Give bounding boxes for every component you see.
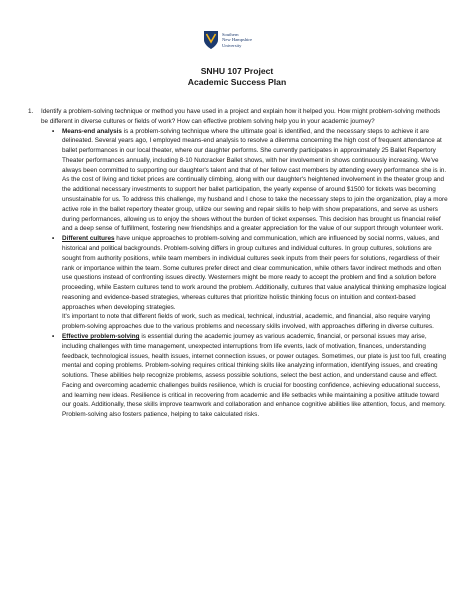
- point-term: Means-end analysis: [62, 127, 122, 135]
- university-logo: [203, 30, 252, 50]
- logo-line-1: Southern: [222, 32, 239, 38]
- answer-point: [62, 234, 448, 332]
- logo-wordmark: [222, 32, 252, 48]
- point-term: Different cultures: [62, 235, 115, 243]
- answer-list: [28, 127, 448, 420]
- question-text: Identify a problem-solving technique or method you have used in a project and explain how it helped you. How might problem-solving methods be different in diverse cultures or fields of work? How can effective problem solving help you in your academic journey?: [41, 108, 441, 125]
- question-item: [28, 107, 448, 127]
- point-text: is a problem-solving technique where the ultimate goal is identified, and the necessary steps to achieve it are delineated. Several years ago, I employed means-end analysis to resolve a dilemma concerning the high cost of frequent attendance at ballet performances in our local theater, where our daughter performs. She currently participates in approximately 25 Ballet Repertory Theater performances annually, including 8-10 Nutcracker Ballet shows, with her involvement in shows continuously increasing. We've always been committed to supporting our daughter's talent and that of her fellow cast members by attending every performance she is in. As the cost of living and ticket prices are continually climbing, along with our daughter's heightened involvement in the theater group and the additional necessary investments to support her ballet participation, the yearly expense of around $1500 for tickets was becoming unsustainable for us. To address this challenge, my husband and I chose to take the necessary steps to join the organization, play a more active role in the ballet repertory theater group, utilize our sewing and repair skills to help with show preparations, and serve as ushers during performances, allowing us to enjoy the shows without the burden of ticket expenses. This decision has brought us financial relief and a deep sense of fulfillment, fostering new friendships and a greater appreciation for the value of our support through volunteer work.: [62, 127, 448, 233]
- logo-line-3: University: [222, 42, 242, 48]
- point-text: have unique approaches to problem-solving and communication, which are influenced by social norms, values, and historical and political backgrounds. Problem-solving differs in group cultures and individual cultures. In group cultures, solutions are sought from authority positions, while team members in individual cultures seek inputs from their peers for solutions, regardless of their rank or importance within the team. Some cultures prefer direct and clear communication, while others favor indirect methods and often use questions instead of confronting issues directly. Westerners might be more ready to accept the problem and find a solution before proceeding, while Eastern cultures tend to work around the problem. Additionally, cultures that value analytical thinking emphasize logical reasoning and evidence-based strategies, whereas cultures that prioritize holistic thinking focus on intuition and context-based approaches when developing strategies.: [62, 235, 447, 311]
- document-body: [28, 107, 448, 420]
- point-extra-paragraph: It's important to note that different fields of work, such as medical, technical, industrial, academic, and financial, also require varying problem-solving approaches due to the various problems and necessary skills involved, with approaches differing in diverse cultures.: [62, 313, 434, 331]
- document-title: SNHU 107 Project: [200, 66, 274, 76]
- document-subtitle: Academic Success Plan: [187, 77, 287, 87]
- question-number: 1.: [28, 108, 34, 115]
- logo-line-2: New Hampshire: [222, 37, 252, 43]
- answer-point: [62, 127, 448, 235]
- point-text: is essential during the academic journey as various academic, financial, or personal issues may arise, including challenges with time management, unexpected interruptions from life events, lack of motivation, finances, understanding feedback, technological issues, health issues, internet connection issues, or power outages. Sometimes, our plate is just too full, creating mental and coping problems. Problem-solving requires critical thinking skills like analyzing information, identifying issues, and creating solutions. These abilities help recognize problems, assess possible solutions, select the best action, and understand cause and effect. Facing and overcoming academic challenges builds resilience, which is crucial for boosting confidence, achieving educational success, and learning new ideas. Resilience is critical in recovering from academic and life setbacks while maintaining a positive attitude toward our goals. Additionally, these skills improve teamwork and collaboration and enhance cognitive abilities like attention, focus, and memory. Problem-solving also fosters patience, helping to take calculated risks.: [62, 332, 447, 419]
- answer-point: [62, 332, 448, 420]
- title-block: [0, 66, 474, 88]
- point-term: Effective problem-solving: [62, 332, 140, 340]
- shield-icon: [203, 30, 219, 50]
